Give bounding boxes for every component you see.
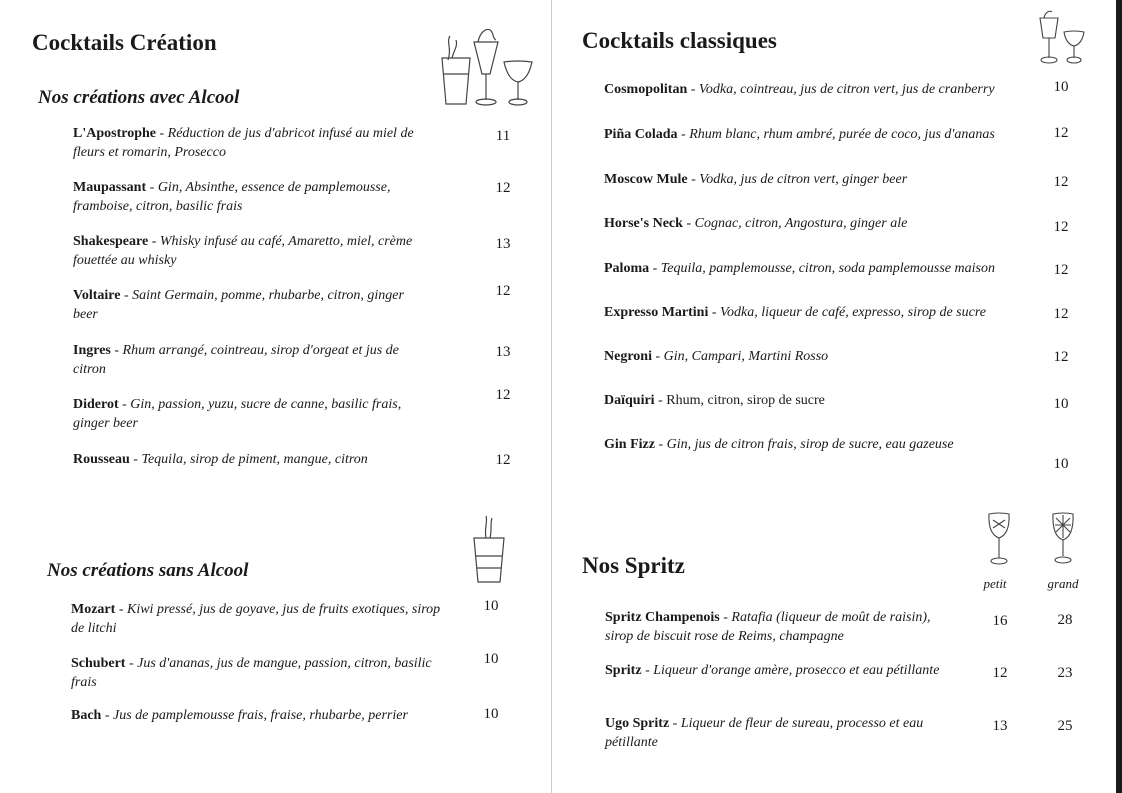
item-price: 12 (495, 387, 511, 403)
item-description: Gin, Campari, Martini Rosso (663, 349, 829, 364)
item-price: 12 (1053, 262, 1069, 278)
item-price: 12 (495, 180, 511, 196)
menu-item: Paloma - Tequila, pamplemousse, citron, soda pamplemousse maison (604, 261, 995, 276)
goblet-glass-icon (1050, 510, 1076, 566)
item-name: Daïquiri (604, 393, 655, 408)
item-name: Moscow Mule (604, 172, 688, 187)
menu-item: L'Apostrophe - Réduction de jus d'abricot infusé au miel de fleurs et romarin, Prosecco (73, 126, 414, 160)
sans-alcool-section-title: Nos créations sans Alcool (47, 560, 249, 581)
item-description: Ratafia (liqueur de moût de raisin), sirop de biscuit rose de Reims, champagne (605, 610, 931, 644)
item-price: 12 (1053, 306, 1069, 322)
item-description: Gin, jus de citron frais, sirop de sucre, eau gazeuse (666, 437, 954, 452)
item-name: Negroni (604, 349, 652, 364)
item-name: Schubert (71, 656, 126, 671)
item-description: Gin, passion, yuzu, sucre de canne, basilic frais, ginger beer (73, 397, 402, 431)
item-price: 12 (1053, 174, 1069, 190)
highball-glass-icon (470, 514, 508, 584)
item-description: Liqueur de fleur de sureau, processo et eau pétillante (605, 716, 924, 750)
menu-item: Bach - Jus de pamplemousse frais, fraise, rhubarbe, perrier (71, 708, 408, 723)
item-description: Jus d'ananas, jus de mangue, passion, citron, basilic frais (71, 656, 432, 690)
menu-item: Shakespeare - Whisky infusé au café, Amaretto, miel, crème fouettée au whisky (73, 234, 413, 268)
classiques-title: Cocktails classiques (582, 28, 777, 53)
menu-item: Daïquiri - Rhum, citron, sirop de sucre (604, 393, 825, 408)
item-description: Rhum blanc, rhum ambré, purée de coco, jus d'ananas (689, 127, 995, 142)
menu-item: Spritz - Liqueur d'orange amère, prosecco et eau pétillante (605, 663, 940, 678)
price-petit: 16 (992, 613, 1008, 629)
item-description: Rhum, citron, sirop de sucre (666, 393, 825, 408)
price-grand: 25 (1057, 718, 1073, 734)
item-description: Réduction de jus d'abricot infusé au miel de fleurs et romarin, Prosecco (73, 126, 414, 160)
item-name: L'Apostrophe (73, 126, 156, 141)
item-description: Tequila, pamplemousse, citron, soda pamplemousse maison (660, 261, 995, 276)
menu-item: Schubert - Jus d'ananas, jus de mangue, passion, citron, basilic frais (71, 656, 432, 690)
item-price: 12 (1053, 125, 1069, 141)
item-name: Spritz (605, 663, 642, 678)
item-name: Rousseau (73, 452, 130, 467)
menu-item: Mozart - Kiwi pressé, jus de goyave, jus de fruits exotiques, sirop de litchi (71, 602, 441, 636)
item-name: Ugo Spritz (605, 716, 670, 731)
item-price: 10 (1053, 456, 1069, 472)
menu-item: Moscow Mule - Vodka, jus de citron vert, ginger beer (604, 172, 908, 187)
menu-item: Cosmopolitan - Vodka, cointreau, jus de citron vert, jus de cranberry (604, 82, 995, 97)
menu-item: Ugo Spritz - Liqueur de fleur de sureau, processo et eau pétillante (605, 716, 924, 750)
menu-item: Voltaire - Saint Germain, pomme, rhubarbe, citron, ginger beer (73, 288, 404, 322)
price-petit: 13 (992, 718, 1008, 734)
price-petit: 12 (992, 665, 1008, 681)
item-name: Mozart (71, 602, 116, 617)
item-description: Gin, Absinthe, essence de pamplemousse, framboise, citron, basilic frais (73, 180, 391, 214)
right-menu-page (552, 0, 1122, 793)
item-name: Maupassant (73, 180, 147, 195)
item-price: 10 (483, 706, 499, 722)
item-description: Vodka, cointreau, jus de citron vert, jus de cranberry (698, 82, 995, 97)
item-name: Diderot (73, 397, 119, 412)
cocktail-glasses-trio-icon (434, 24, 538, 108)
item-price: 10 (1053, 79, 1069, 95)
menu-item: Diderot - Gin, passion, yuzu, sucre de canne, basilic frais, ginger beer (73, 397, 402, 431)
item-price: 10 (483, 598, 499, 614)
item-price: 12 (495, 283, 511, 299)
item-price: 12 (1053, 219, 1069, 235)
spritz-title: Nos Spritz (582, 553, 685, 578)
item-name: Bach (71, 708, 102, 723)
menu-item: Horse's Neck - Cognac, citron, Angostura, ginger ale (604, 216, 908, 231)
item-name: Spritz Champenois (605, 610, 720, 625)
item-name: Cosmopolitan (604, 82, 688, 97)
size-label-grand: grand (1047, 576, 1079, 591)
creation-title: Cocktails Création (32, 30, 217, 55)
item-name: Piña Colada (604, 127, 678, 142)
item-name: Ingres (73, 343, 111, 358)
alcool-section-title: Nos créations avec Alcool (38, 87, 240, 108)
menu-item: Piña Colada - Rhum blanc, rhum ambré, purée de coco, jus d'ananas (604, 127, 995, 142)
item-name: Gin Fizz (604, 437, 655, 452)
menu-item: Expresso Martini - Vodka, liqueur de café, expresso, sirop de sucre (604, 305, 986, 320)
menu-item: Negroni - Gin, Campari, Martini Rosso (604, 349, 829, 364)
item-description: Cognac, citron, Angostura, ginger ale (694, 216, 908, 231)
item-description: Whisky infusé au café, Amaretto, miel, crème fouettée au whisky (73, 234, 413, 268)
right-page-edge (1116, 0, 1122, 793)
wine-glass-icon (986, 510, 1012, 566)
menu-item: Rousseau - Tequila, sirop de piment, mangue, citron (73, 452, 368, 467)
item-description: Rhum arrangé, cointreau, sirop d'orgeat et jus de citron (73, 343, 399, 377)
coupe-glasses-pair-icon (1036, 8, 1088, 66)
item-price: 10 (1053, 396, 1069, 412)
item-price: 12 (495, 452, 511, 468)
item-price: 11 (495, 128, 511, 144)
menu-item: Ingres - Rhum arrangé, cointreau, sirop d'orgeat et jus de citron (73, 343, 399, 377)
menu-item: Spritz Champenois - Ratafia (liqueur de moût de raisin), sirop de biscuit rose de Reims, champagne (605, 610, 931, 644)
menu-item: Maupassant - Gin, Absinthe, essence de pamplemousse, framboise, citron, basilic frais (73, 180, 391, 214)
item-name: Expresso Martini (604, 305, 709, 320)
item-description: Kiwi pressé, jus de goyave, jus de fruits exotiques, sirop de litchi (71, 602, 441, 636)
item-description: Vodka, liqueur de café, expresso, sirop de sucre (720, 305, 986, 320)
item-description: Jus de pamplemousse frais, fraise, rhubarbe, perrier (113, 708, 408, 723)
menu-item: Gin Fizz - Gin, jus de citron frais, sirop de sucre, eau gazeuse (604, 437, 954, 452)
item-name: Horse's Neck (604, 216, 683, 231)
item-price: 13 (495, 344, 511, 360)
price-grand: 23 (1057, 665, 1073, 681)
item-price: 13 (495, 236, 511, 252)
item-price: 12 (1053, 349, 1069, 365)
left-menu-page (0, 0, 552, 793)
item-description: Liqueur d'orange amère, prosecco et eau pétillante (653, 663, 940, 678)
item-price: 10 (483, 651, 499, 667)
item-name: Paloma (604, 261, 650, 276)
item-description: Vodka, jus de citron vert, ginger beer (699, 172, 908, 187)
item-description: Tequila, sirop de piment, mangue, citron (141, 452, 368, 467)
size-label-petit: petit (983, 576, 1007, 591)
item-description: Saint Germain, pomme, rhubarbe, citron, ginger beer (73, 288, 404, 322)
item-name: Voltaire (73, 288, 121, 303)
price-grand: 28 (1057, 612, 1073, 628)
item-name: Shakespeare (73, 234, 149, 249)
